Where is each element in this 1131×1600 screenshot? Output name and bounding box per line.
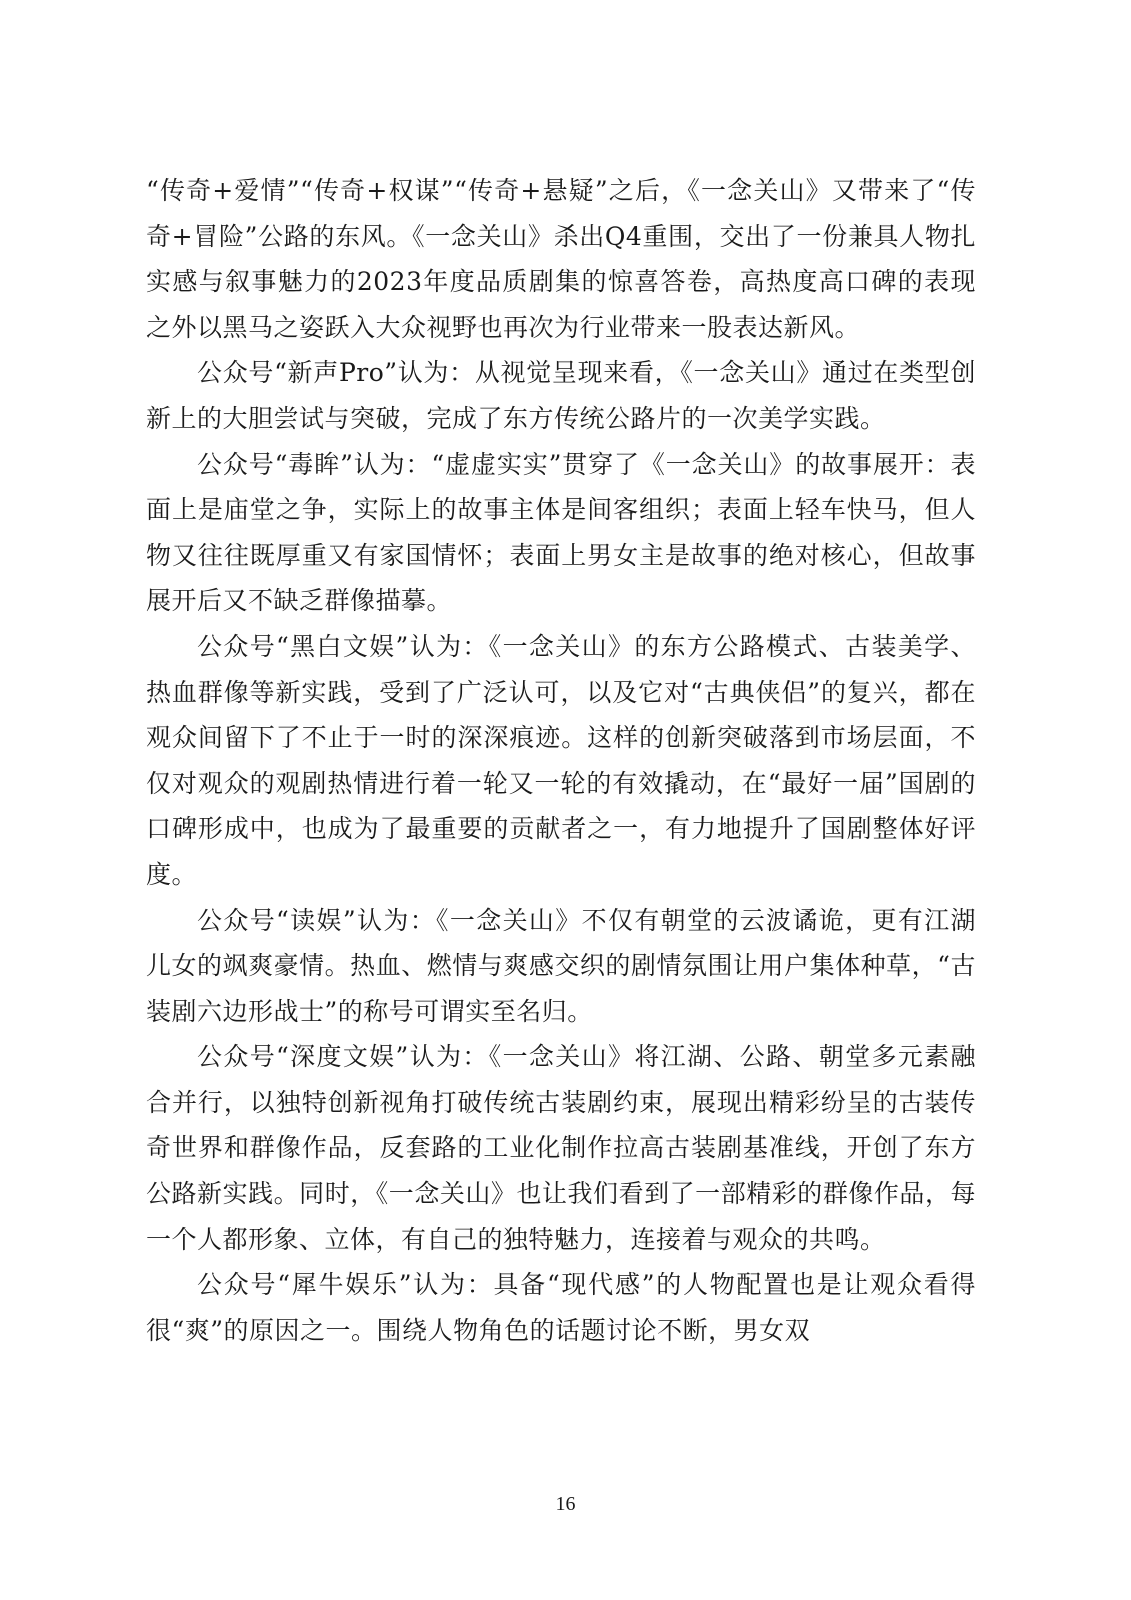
paragraph-xiniu-yule: 公众号“犀牛娱乐”认为：具备“现代感”的人物配置也是让观众看得很“爽”的原因之一。围绕人物角色的话题讨论不断，男女双 bbox=[146, 1270, 976, 1345]
paragraph-dumou: 公众号“毒眸”认为：“虚虚实实”贯穿了《一念关山》的故事展开：表面上是庙堂之争，实际上的故事主体是间客组织；表面上轻车快马，但人物又往往既厚重又有家国情怀；表面上男女主是故事的绝对核心，但故事展开后又不缺乏群像描摹。 bbox=[146, 449, 976, 616]
body-text bbox=[146, 168, 976, 1353]
paragraph-shendu-wenyu: 公众号“深度文娱”认为：《一念关山》将江湖、公路、朝堂多元素融合并行，以独特创新视角打破传统古装剧约束，展现出精彩纷呈的古装传奇世界和群像作品，反套路的工业化制作拉高古装剧基准线，开创了东方公路新实践。同时，《一念关山》也让我们看到了一部精彩的群像作品，每一个人都形象、立体，有自己的独特魅力，连接着与观众的共鸣。 bbox=[146, 1042, 976, 1254]
paragraph-heibai-wenyu: 公众号“黑白文娱”认为：《一念关山》的东方公路模式、古装美学、热血群像等新实践，受到了广泛认可，以及它对“古典侠侣”的复兴，都在观众间留下了不止于一时的深深痕迹。这样的创新突破落到市场层面，不仅对观众的观剧热情进行着一轮又一轮的有效撬动，在“最好一届”国剧的口碑形成中，也成为了最重要的贡献者之一，有力地提升了国剧整体好评度。 bbox=[146, 631, 976, 889]
paragraph-duyu: 公众号“读娱”认为：《一念关山》不仅有朝堂的云波谲诡，更有江湖儿女的飒爽豪情。热血、燃情与爽感交织的剧情氛围让用户集体种草，“古装剧六边形战士”的称号可谓实至名归。 bbox=[146, 905, 976, 1026]
page-number: 16 bbox=[555, 1493, 576, 1515]
paragraph-intro: “传奇+爱情”“传奇+权谋”“传奇+悬疑”之后，《一念关山》又带来了“传奇+冒险”公路的东风。《一念关山》杀出Q4重围，交出了一份兼具人物扎实感与叙事魅力的2023年度品质剧集的惊喜答卷，高热度高口碑的表现之外以黑马之姿跃入大众视野也再次为行业带来一股表达新风。 bbox=[146, 176, 976, 342]
paragraph-xinsheng-pro: 公众号“新声Pro”认为：从视觉呈现来看，《一念关山》通过在类型创新上的大胆尝试与突破，完成了东方传统公路片的一次美学实践。 bbox=[146, 358, 976, 433]
